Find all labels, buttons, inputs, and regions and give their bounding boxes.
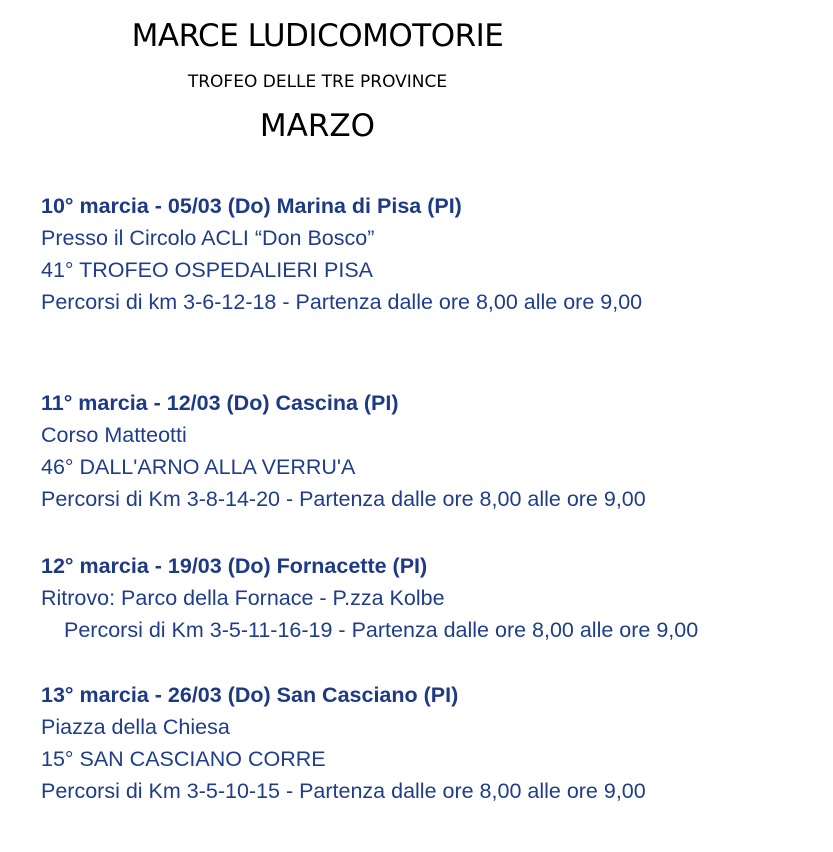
event-block [41, 387, 646, 515]
page-title: MARCE LUDICOMOTORIE [131, 18, 504, 54]
event-heading: 13° marcia - 26/03 (Do) San Casciano (PI) [41, 683, 459, 707]
event-name: 46° DALL'ARNO ALLA VERRU'A [41, 455, 356, 479]
event-details: Percorsi di Km 3-5-11-16-19 - Partenza dalle ore 8,00 alle ore 9,00 [64, 618, 699, 642]
event-heading: 12° marcia - 19/03 (Do) Fornacette (PI) [41, 554, 428, 578]
event-block [41, 550, 698, 646]
event-name: 41° TROFEO OSPEDALIERI PISA [41, 258, 374, 282]
event-details: Percorsi di Km 3-5-10-15 - Partenza dalle ore 8,00 alle ore 9,00 [41, 779, 646, 803]
event-location: Presso il Circolo ACLI “Don Bosco” [41, 226, 375, 250]
event-location: Piazza della Chiesa [41, 715, 230, 739]
event-details: Percorsi di km 3-6-12-18 - Partenza dalle ore 8,00 alle ore 9,00 [41, 290, 643, 314]
event-details: Percorsi di Km 3-8-14-20 - Partenza dalle ore 8,00 alle ore 9,00 [41, 487, 646, 511]
event-location: Ritrovo: Parco della Fornace - P.zza Kolbe [41, 586, 445, 610]
event-heading: 11° marcia - 12/03 (Do) Cascina (PI) [41, 391, 399, 415]
event-heading: 10° marcia - 05/03 (Do) Marina di Pisa (PI) [41, 194, 462, 218]
event-block [41, 679, 646, 807]
month-heading: MARZO [259, 108, 376, 144]
event-block [41, 190, 642, 318]
event-name: 15° SAN CASCIANO CORRE [41, 747, 326, 771]
event-location: Corso Matteotti [41, 423, 187, 447]
page-subtitle: TROFEO DELLE TRE PROVINCE [187, 72, 448, 92]
